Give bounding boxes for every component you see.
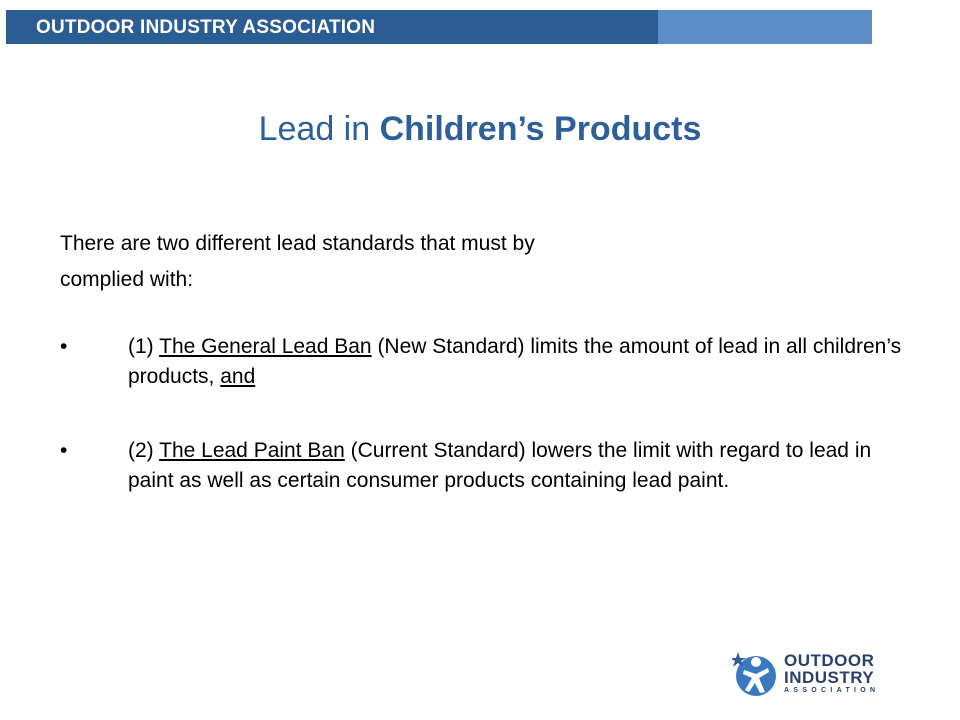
intro-line-2: complied with: (60, 268, 194, 291)
slide-title (0, 110, 960, 149)
intro-line-1: There are two different lead standards that must by (60, 232, 535, 255)
bullet-marker: • (60, 335, 68, 358)
header-banner (0, 10, 872, 44)
bullet-underlined-term: The Lead Paint Ban (159, 439, 345, 462)
figure-star-icon (732, 646, 780, 702)
logo-line-2: INDUSTRY (784, 668, 875, 687)
logo-line-1: OUTDOOR (784, 651, 875, 670)
bullet-rest: (New Standard) limits the amount of lead in all children’s products, (128, 335, 902, 388)
logo-line-3: ASSOCIATION (784, 687, 880, 694)
bullet-text (128, 332, 908, 392)
banner-accent-bar (658, 10, 872, 44)
banner-title: OUTDOOR INDUSTRY ASSOCIATION (36, 17, 376, 38)
intro-paragraph (60, 226, 760, 298)
bullet-text (128, 436, 908, 496)
title-bold: Children’s Products (379, 110, 702, 148)
bullet-tail-underlined: and (220, 365, 256, 388)
logo-wordmark (784, 652, 879, 695)
bullet-rest: (Current Standard) lowers the limit with regard to lead in paint as well as certain consumer products containing lead paint. (128, 439, 872, 492)
bullet-marker: • (60, 439, 68, 462)
bullet-prefix: (2) (128, 439, 160, 462)
oia-logo (732, 646, 892, 702)
title-regular: Lead in (258, 110, 380, 148)
bullet-underlined-term: The General Lead Ban (159, 335, 372, 358)
bullet-prefix: (1) (128, 335, 160, 358)
